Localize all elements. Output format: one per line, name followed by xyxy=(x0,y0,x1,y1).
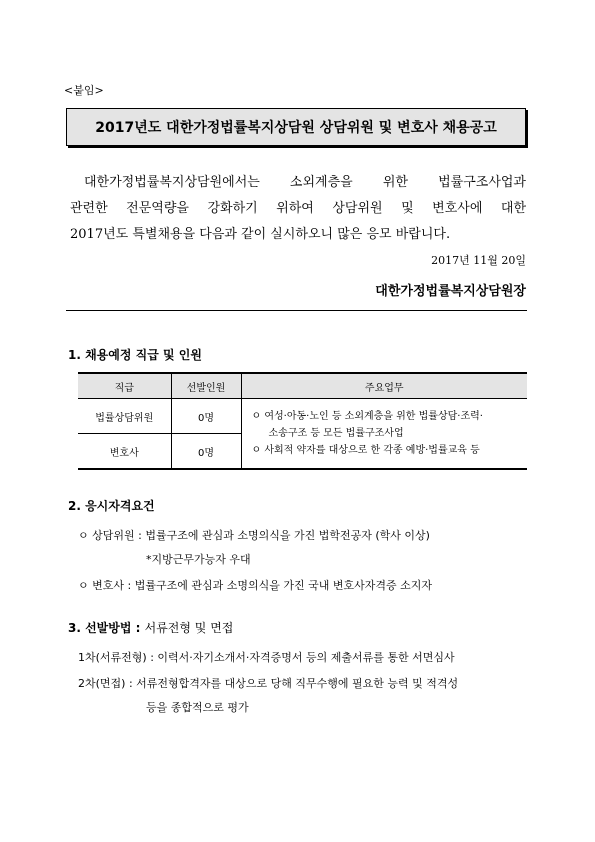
issuer-name: 대한가정법률복지상담원장 xyxy=(375,284,526,299)
header-duties: 주요업무 xyxy=(241,373,527,399)
qualification-note: *지방근무가능자 우대 xyxy=(146,553,251,566)
selection-step-2: 2차(면접) : 서류전형합격자를 대상으로 당해 직무수행에 필요한 능력 및 적격성 xyxy=(78,677,459,690)
section-3-heading xyxy=(68,619,233,636)
selection-step-2-cont: 등을 종합적으로 평가 xyxy=(146,701,249,714)
rank-cell: 법률상담위원 xyxy=(78,399,171,434)
table-header-row xyxy=(78,373,527,399)
duty-line: ㅇ 여성·아동·노인 등 소외계층을 위한 법률상담·조력· xyxy=(251,411,483,422)
attachment-label: <붙임> xyxy=(64,84,104,97)
announcement-title: 2017년도 대한가정법률복지상담원 상담위원 및 변호사 채용공고 xyxy=(95,120,497,136)
section-2-heading: 2. 응시자격요건 xyxy=(68,499,155,513)
section-3-heading-rest: 서류전형 및 면접 xyxy=(144,621,234,635)
announcement-title-box xyxy=(66,108,526,146)
count-cell: 0명 xyxy=(171,399,241,434)
duty-line: ㅇ 사회적 약자를 대상으로 한 각종 예방·법률교육 등 xyxy=(251,445,480,456)
intro-line-1: 대한가정법률복지상담원에서는 소외계층을 위한 법률구조사업과 xyxy=(84,175,526,190)
qualification-lawyer: ㅇ 변호사 : 법률구조에 관심과 소명의식을 가진 국내 변호사자격증 소지자 xyxy=(78,579,432,592)
section-3-heading-label: 3. 선발방법 : xyxy=(68,621,141,635)
positions-table xyxy=(78,372,527,470)
header-divider xyxy=(66,310,527,311)
header-rank: 직급 xyxy=(78,373,171,399)
table-row xyxy=(78,399,527,434)
intro-line-2: 관련한 전문역량을 강화하기 위하여 상담위원 및 변호사에 대한 xyxy=(70,201,526,216)
qualification-counselor: ㅇ 상담위원 : 법률구조에 관심과 소명의식을 가진 법학전공자 (학사 이상) xyxy=(78,529,430,542)
selection-step-1: 1차(서류전형) : 이력서·자기소개서·자격증명서 등의 제출서류를 통한 서면심사 xyxy=(78,651,455,664)
duty-line: 소송구조 등 모든 법률구조사업 xyxy=(268,428,404,439)
announcement-date: 2017년 11월 20일 xyxy=(431,254,526,267)
duties-cell xyxy=(241,399,527,470)
intro-paragraph xyxy=(70,170,526,248)
count-cell: 0명 xyxy=(171,434,241,470)
header-count: 선발인원 xyxy=(171,373,241,399)
rank-cell: 변호사 xyxy=(78,434,171,470)
section-1-heading: 1. 채용예정 직급 및 인원 xyxy=(68,348,202,362)
intro-line-3: 2017년도 특별채용을 다음과 같이 실시하오니 많은 응모 바랍니다. xyxy=(70,227,451,242)
